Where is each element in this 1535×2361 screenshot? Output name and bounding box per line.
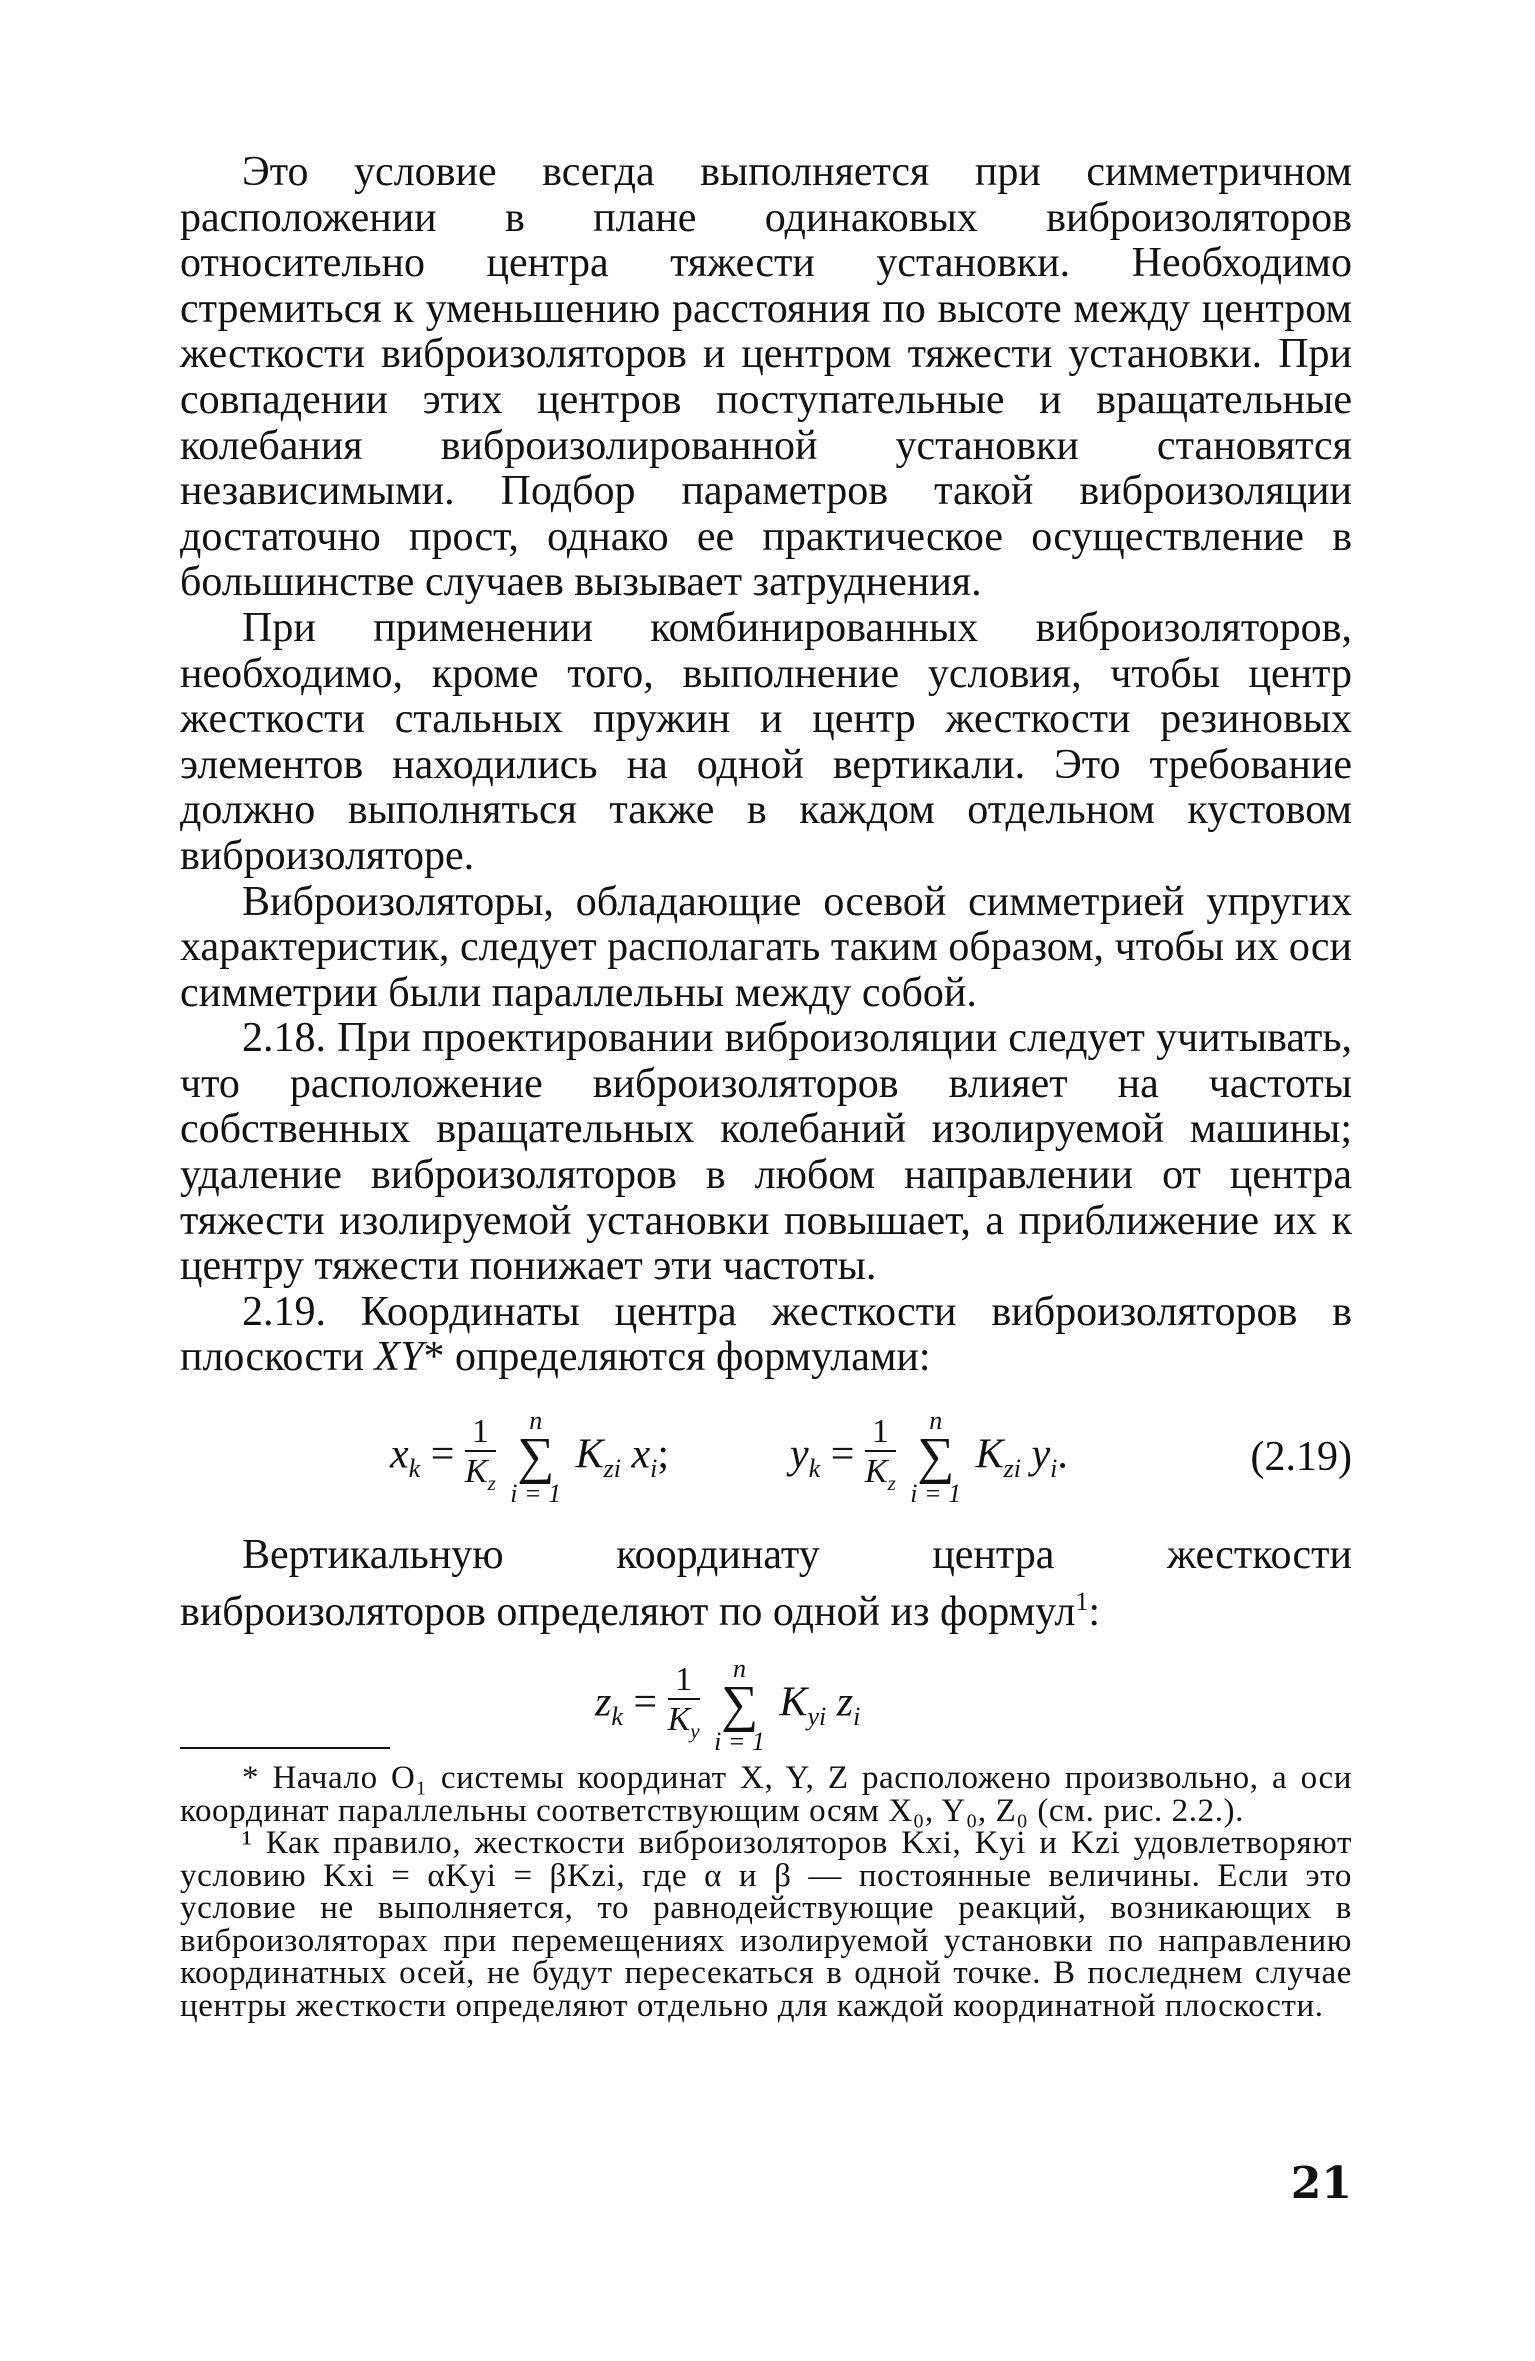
paragraph-combined-isolators: При применении комбинированных виброизоляторов, необходимо, кроме того, выполнение условия, чтобы центр жесткости стальных пружин и центр жесткости резиновых элементов находились на одной вертикали. Это требование должно выполняться также в каждом отдельном кустовом виброизоляторе. (180, 604, 1352, 879)
footnote-1: ¹ Как правило, жесткости виброизоляторов Kxi, Kyi и Kzi удовлетворяют условию Kxi = αKyi = βKzi, где α и β — постоянные величины. Если это условие не выполняется, то равнодействующие реакций, возникающих в виброизоляторах при перемещениях изолируемой установки по направлению координатных осей, не будут пересекаться в одной точке. В последнем случае центры жесткости определяют отдельно для каждой координатной плоскости. (180, 1825, 1352, 2024)
paragraph-axial-symmetry: Виброизоляторы, обладающие осевой симметрией упругих характеристик, следует располагать таким образом, чтобы их оси симметрии были параллельны между собой. (180, 878, 1352, 1016)
formula-yk: $y_k$ = $\frac{1}{K_z}$ n ∑ i = 1 $K_{zi}$ $y_i$. (790, 1406, 1068, 1509)
paragraph-vertical-coordinate: Вертикальную координату центра жесткости виброизоляторов определяют по одной из формул$^1$: (180, 1532, 1352, 1635)
fraction-1-ky: $\frac{1}{K_y}$ (667, 1660, 700, 1743)
fraction-1-kz: $\frac{1}{K_z}$ (864, 1412, 896, 1495)
footnote-1-mark: 1 (1075, 1586, 1089, 1616)
footnote-star-mark: * (423, 1334, 445, 1381)
formula-zk: $z_k$ = $\frac{1}{K_y}$ n ∑ i = 1 $K_{yi}$ $z_i$ (595, 1654, 861, 1757)
equation-number: (2.19) (1250, 1434, 1352, 1481)
sum-sign: n ∑ i = 1 (714, 1654, 765, 1757)
paragraph-2-18: 2.18. При проектировании виброизоляции следует учитывать, что расположение виброизоляторов влияет на частоты собственных вращательных колебаний изолируемой машины; удаление виброизоляторов в любом направлении от центра тяжести изолируемой установки повышает, а приближение их к центру тяжести понижает эти частоты. (180, 1015, 1352, 1290)
paragraph-symmetry: Это условие всегда выполняется при симметричном расположении в плане одинаковых виброизоляторов относительно центра тяжести установки. Необходимо стремиться к уменьшению расстояния по высоте между центром жесткости виброизоляторов и центром тяжести установки. При совпадении этих центров поступательные и вращательные колебания виброизолированной установки становятся независимыми. Подбор параметров такой виброизоляции достаточно прост, однако ее практическое осуществление в большинстве случаев вызывает затруднения. (180, 149, 1352, 606)
main-text (180, 150, 1352, 1777)
formula-xk: $x_k$ = $\frac{1}{K_z}$ n ∑ i = 1 $K_{zi}$ $x_i$; (390, 1406, 670, 1509)
fraction-1-kz: $\frac{1}{K_z}$ (464, 1412, 496, 1495)
sum-sign: n ∑ i = 1 (910, 1406, 962, 1509)
page-number: 21 (1290, 2158, 1352, 2209)
formula-2-19 (180, 1389, 1352, 1519)
plane-xy: XY (374, 1334, 424, 1381)
paragraph-2-19: 2.19. Координаты центра жесткости виброизоляторов в плоскости XY* определяются формулами: (180, 1288, 1352, 1381)
footnote-divider (180, 1747, 390, 1749)
sum-sign: n ∑ i = 1 (510, 1406, 562, 1509)
footnote-star: * Начало O₁ системы координат X, Y, Z расположено произвольно, а оси координат параллельны соответствующим осям X₀, Y₀, Z₀ (см. рис. 2.2.). (180, 1760, 1352, 1829)
footnotes (180, 1762, 1352, 2022)
